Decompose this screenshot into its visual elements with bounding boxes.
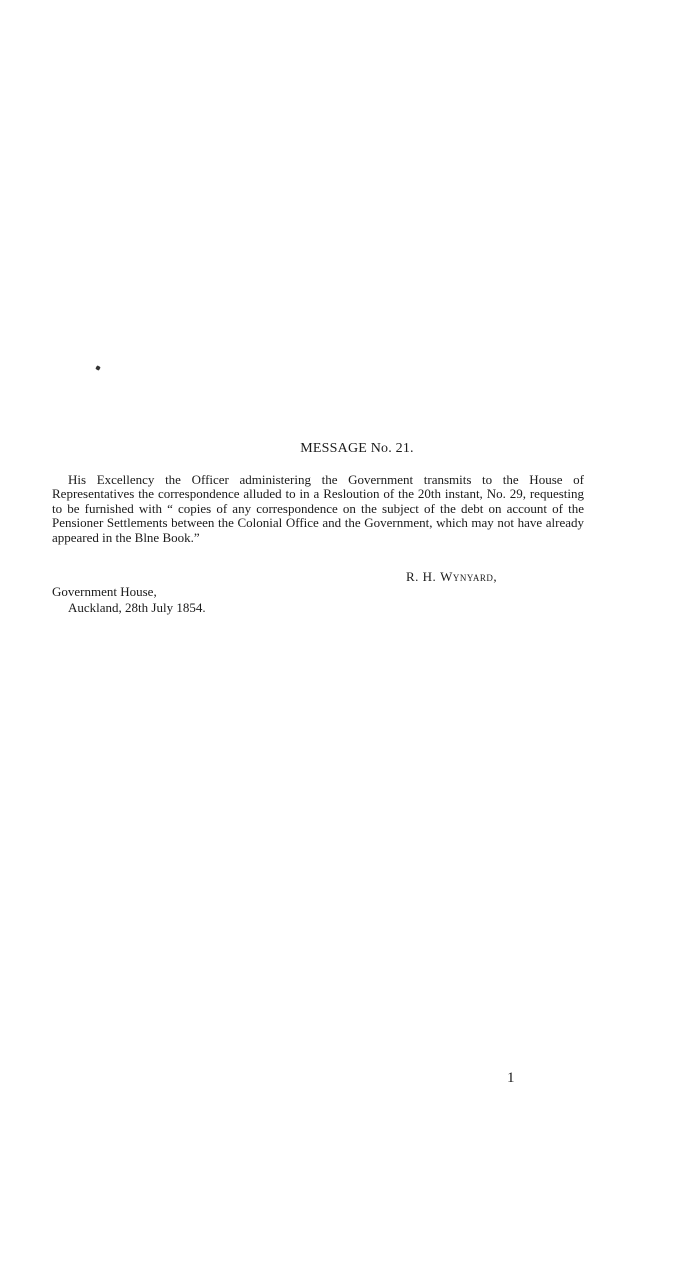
signature-surname: Wynyard, (440, 569, 498, 584)
signature (406, 569, 497, 585)
page-number: 1 (507, 1070, 515, 1086)
message-body: His Excellency the Officer administering the Government transmits to the House of Representatives the correspondence alluded to in a Resloution of the 20th instant, No. 29, requesting to be furnished with “ copies of any correspondence on the subject of the debt on account of the Pensioner Settlements between the Colonial Office and the Government, which may not have already appeared in the Blne Book.” (52, 472, 584, 545)
place-line-2: Auckland, 28th July 1854. (68, 600, 206, 615)
scan-speck (95, 365, 100, 370)
place-line-1: Government House, (52, 584, 157, 599)
signature-initials: R. H. (406, 569, 441, 584)
message-heading: MESSAGE No. 21. (300, 441, 414, 456)
